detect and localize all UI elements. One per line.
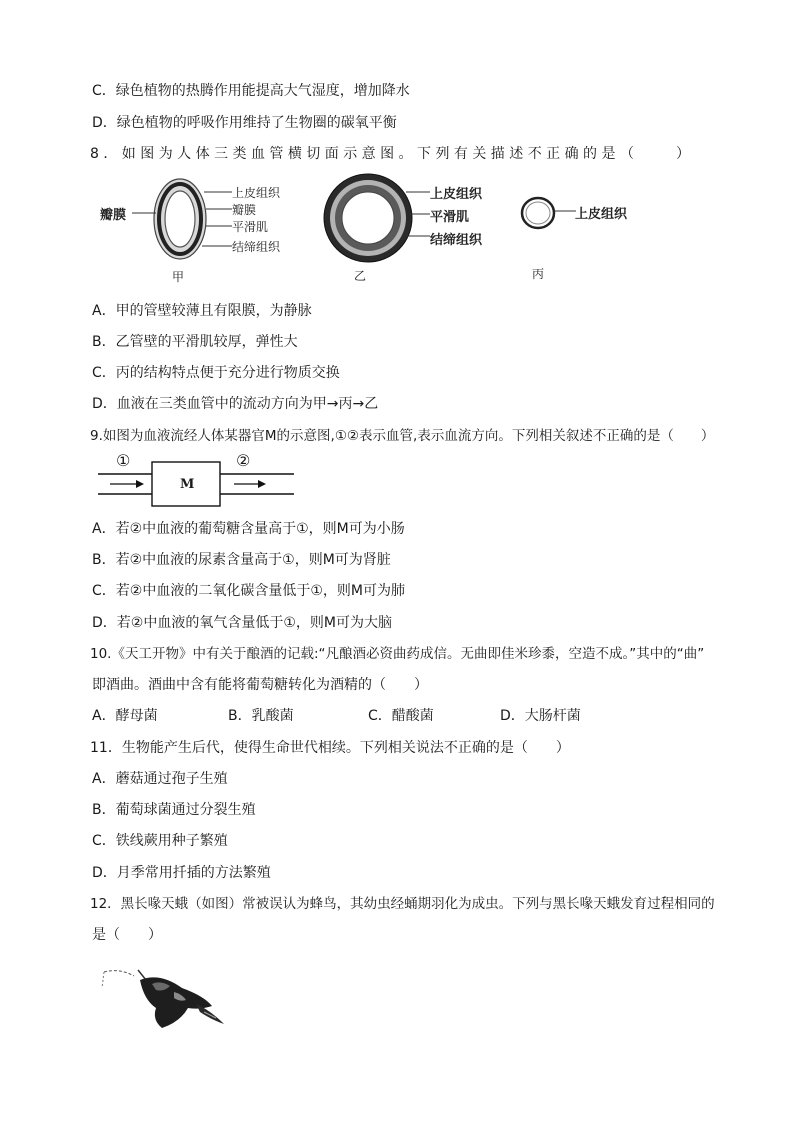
q7-option-d: D．绿色植物的呼吸作用维持了生物圈的碳氧平衡 [92,115,397,131]
q10-option-d: D．大肠杆菌 [500,708,581,724]
q8-option-b: B．乙管壁的平滑肌较厚，弹性大 [92,334,298,350]
vessel-1-label: ① [116,451,131,470]
q8-option-d: D．血液在三类血管中的流动方向为甲→丙→乙 [92,396,379,412]
q8-stem: 8 ． 如 图 为 人 体 三 类 血 管 横 切 面 示 意 图 。 下 列 有 关 描 述 不 正 确 的 是 （ ） [90,146,690,162]
q11-option-a: A．蘑菇通过孢子生殖 [92,771,228,787]
jia-label-epithelium: 上皮组织 [232,186,281,200]
jia-left-leader [132,211,156,215]
q8-option-a: A．甲的管壁较薄且有限膜，为静脉 [92,303,312,319]
jia-label-connective: 结缔组织 [232,240,281,254]
yi-caption: 乙 [354,269,367,283]
yi-label-smooth-muscle: 平滑肌 [430,210,470,225]
q11-option-d: D．月季常用扦插的方法繁殖 [92,865,271,881]
q10-stem-line1: 10.《天工开物》中有关于酿酒的记载:“凡酿酒必资曲药成信。无曲即佳米珍黍，空造不成。”其中的“曲” [90,646,705,662]
q10-stem-line2: 即酒曲。酒曲中含有能将葡萄糖转化为酒精的（ ） [92,677,428,693]
jia-label-valve: 瓣膜 [232,203,257,217]
yi-leaders [404,186,432,246]
q11-option-c: C．铁线蕨用种子繁殖 [92,833,228,849]
jia-leaders [200,184,234,254]
q9-stem: 9.如图为血液流经人体某器官M的示意图,①②表示血管,表示血流方向。下列相关叙述不正确的是（ ） [90,428,715,444]
q9-option-a: A．若②中血液的葡萄糖含量高于①，则M可为小肠 [92,521,405,537]
jia-caption: 甲 [172,270,185,284]
q10-option-c: C．醋酸菌 [368,708,434,724]
q8-option-c: C．丙的结构特点便于充分进行物质交换 [92,365,340,381]
yi-label-epithelium: 上皮组织 [430,187,483,202]
bing-leader [554,209,576,213]
jia-label-smooth-muscle: 平滑肌 [232,220,269,234]
q11-stem: 11．生物能产生后代，使得生命世代相续。下列相关说法不正确的是（ ） [90,740,570,756]
q9-option-d: D．若②中血液的氧气含量低于①，则M可为大脑 [92,615,392,631]
jia-left-label: 瓣膜 [100,208,127,223]
organ-m-label: M [180,477,195,492]
q9-option-b: B．若②中血液的尿素含量高于①，则M可为肾脏 [92,552,391,568]
hawkmoth-image [100,962,230,1032]
q10-option-a: A．酵母菌 [92,708,158,724]
q11-option-b: B．葡萄球菌通过分裂生殖 [92,802,256,818]
yi-label-connective: 结缔组织 [430,233,483,248]
q7-option-c: C．绿色植物的热腾作用能提高大气湿度，增加降水 [92,83,410,99]
q9-option-c: C．若②中血液的二氧化碳含量低于①，则M可为肺 [92,583,405,599]
q10-option-b: B．乳酸菌 [228,708,294,724]
vessel-yi-figure [322,172,414,264]
q12-stem-line2: 是（ ） [92,927,162,943]
q12-stem-line1: 12．黑长喙天蛾（如图）常被误认为蜂鸟，其幼虫经蛹期羽化为成虫。下列与黑长喙天蛾发育过程相同的 [90,896,715,912]
bing-caption: 丙 [532,267,545,281]
vessel-bing-figure [520,196,556,230]
vessel-2-label: ② [236,451,251,470]
bing-label-epithelium: 上皮组织 [575,207,628,222]
